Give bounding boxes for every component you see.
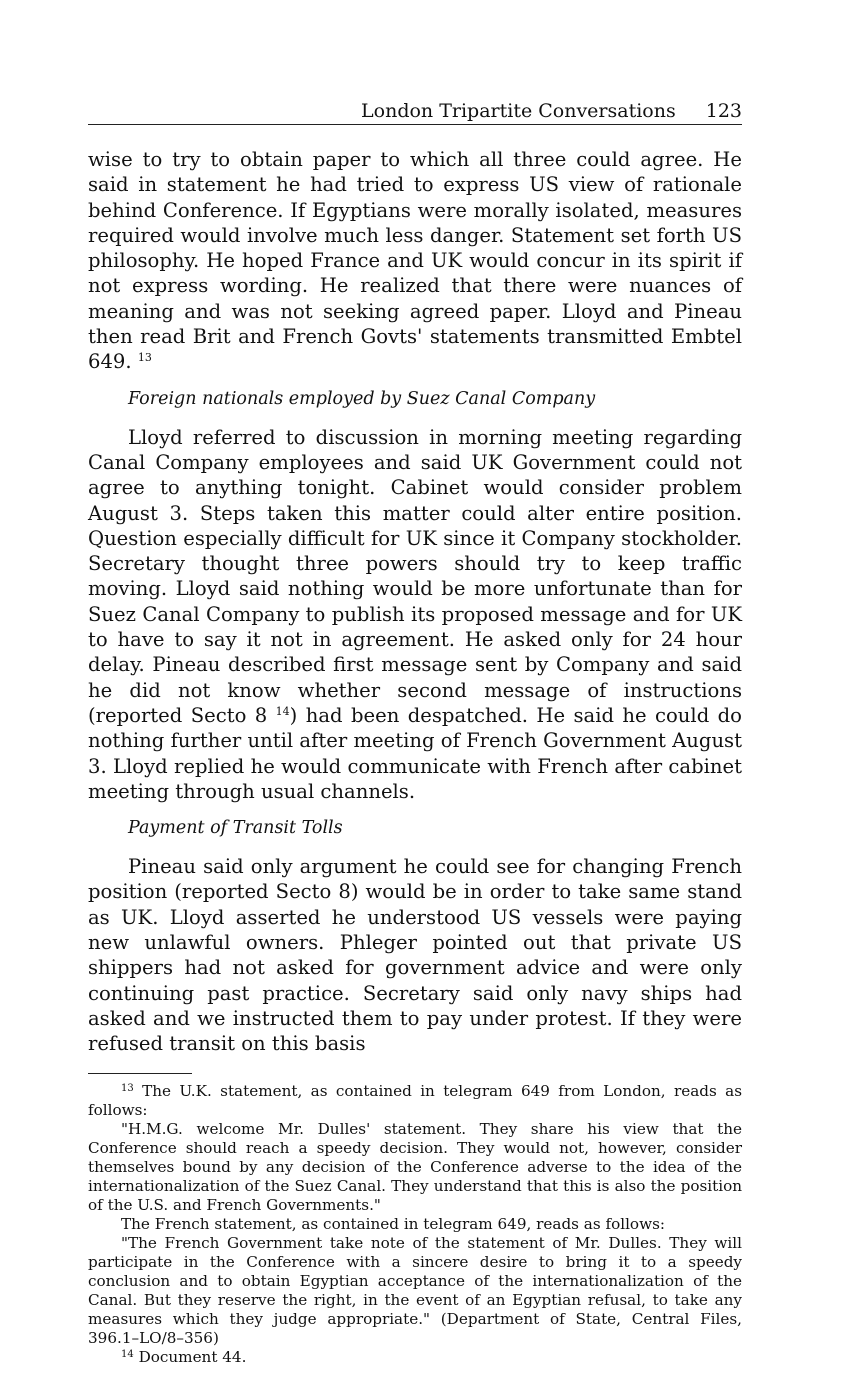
- paragraph-2: [88, 425, 742, 804]
- body-text: [88, 147, 742, 1057]
- footnote-14: [88, 1348, 742, 1367]
- paragraph-2-text-a: Lloyd referred to discussion in morning meeting regarding Canal Company employees and said UK Government could not agree to anything tonight. Cabinet would consider problem August 3. Steps taken this matter could alter entire position. Question especially difficult for UK since it Company stockholder. Secretary thought three powers should try to keep traffic moving. Lloyd said nothing would be more unfortunate than for Suez Canal Company to publish its proposed message and for UK to have to say it not in agreement. He asked only for 24 hour delay. Pineau described first message sent by Company and said he did not know whether second message of instructions (reported Secto 8: [88, 425, 742, 727]
- footnote-13: [88, 1082, 742, 1120]
- paragraph-1: [88, 147, 742, 375]
- paragraph-1-text: wise to try to obtain paper to which all three could agree. He said in statement he had tried to express US view of rationale behind Conference. If Egyptians were morally isolated, measures required would involve much less danger. Statement set forth US philosophy. He hoped France and UK would concur in its spirit if not express wording. He realized that there were nuances of meaning and was not seeking agreed paper. Lloyd and Pineau then read Brit and French Govts' statements transmitted Embtel 649.: [88, 148, 742, 374]
- footnote-13-number: 13: [121, 1082, 134, 1094]
- paragraph-3: Pineau said only argument he could see for changing French position (reported Secto 8) would be in order to take same stand as UK. Lloyd asserted he understood US vessels were paying new unlawful owners. Phleger pointed out that private US shippers had not asked for government advice and were only continuing past practice. Secretary said only navy ships had asked and we instructed them to pay under protest. If they were refused transit on this basis: [88, 855, 742, 1056]
- footnote-13-uk-quote: "H.M.G. welcome Mr. Dulles' statement. They share his view that the Conference should reach a speedy decision. They would not, however, consider themselves bound by any decision of the Conference adverse to the idea of the internationalization of the Suez Canal. They understand that this is also the position of the U.S. and French Governments.": [88, 1119, 742, 1214]
- footnote-14-text: Document 44.: [138, 1347, 247, 1366]
- page-number: 123: [705, 100, 742, 122]
- footnote-13-french-quote: "The French Government take note of the statement of Mr. Dulles. They will participate in the Conference with a sincere desire to bring it to a speedy conclusion and to obtain Egyptian acceptance of the internationalization of the Canal. But they reserve the right, in the event of an Egyptian refusal, to take any measures which they judge appropriate." (Department of State, Central Files, 396.1–LO/8–356): [88, 1233, 742, 1347]
- footnotes: [88, 1082, 742, 1367]
- footnote-ref-14: 14: [275, 704, 290, 718]
- paragraph-2-text-b: ) had been despatched. He said he could do nothing further until after meeting of French Government August 3. Lloyd replied he would communicate with French after cabinet meeting through usual channels.: [88, 703, 742, 803]
- footnote-13-french-intro: The French statement, as contained in telegram 649, reads as follows:: [121, 1214, 665, 1233]
- running-header: [88, 100, 742, 125]
- footnote-divider: [88, 1073, 192, 1074]
- subheading-transit-tolls: Payment of Transit Tolls: [128, 818, 343, 839]
- footnote-13-text: The U.K. statement, as contained in telegram 649 from London, reads as follows:: [88, 1081, 743, 1119]
- footnote-ref-13: 13: [137, 351, 152, 365]
- document-page: [88, 100, 742, 1367]
- footnote-14-number: 14: [121, 1348, 134, 1360]
- subheading-foreign-nationals: Foreign nationals employed by Suez Canal Company: [128, 388, 596, 409]
- running-title: London Tripartite Conversations: [361, 100, 676, 122]
